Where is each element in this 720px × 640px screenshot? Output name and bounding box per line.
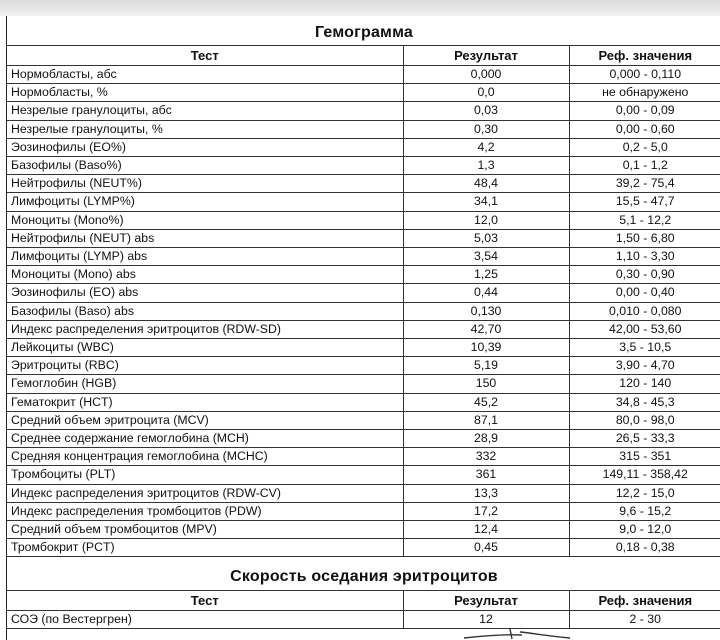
reference-range-cell: 3,5 - 10,5 — [569, 339, 720, 357]
result-cell: 5,19 — [403, 357, 569, 375]
result-cell: 0,130 — [403, 302, 569, 320]
hemogram-title: Гемограмма — [314, 24, 414, 41]
result-cell: 12,4 — [403, 521, 569, 539]
esr-table — [7, 590, 720, 629]
result-cell: 0,44 — [403, 284, 569, 302]
esr-title: Скорость оседания эритроцитов — [230, 568, 498, 585]
reference-range-cell: не обнаружено — [569, 84, 720, 102]
test-name-cell: Тромбоциты (PLT) — [7, 466, 403, 484]
column-header-test: Тест — [7, 46, 403, 66]
table-row — [7, 430, 720, 448]
test-name-cell: Моноциты (Mono%) — [7, 211, 403, 229]
table-row — [7, 175, 720, 193]
reference-range-cell: 0,00 - 0,60 — [569, 120, 720, 138]
result-cell: 28,9 — [403, 430, 569, 448]
test-name-cell: Лимфоциты (LYMP%) — [7, 193, 403, 211]
table-row — [7, 84, 720, 102]
table-row — [7, 138, 720, 156]
table-row — [7, 539, 720, 557]
test-name-cell: Средний объем тромбоцитов (MPV) — [7, 521, 403, 539]
reference-range-cell: 9,6 - 15,2 — [569, 502, 720, 520]
reference-range-cell: 0,1 - 1,2 — [569, 157, 720, 175]
test-name-cell: Базофилы (Baso) abs — [7, 302, 403, 320]
esr-rows — [7, 611, 720, 629]
page-top-edge — [0, 0, 720, 16]
table-row — [7, 266, 720, 284]
test-name-cell: Гематокрит (HCT) — [7, 393, 403, 411]
table-row — [7, 411, 720, 429]
result-cell: 4,2 — [403, 138, 569, 156]
result-cell: 0,03 — [403, 102, 569, 120]
column-header-test: Тест — [7, 591, 403, 611]
test-name-cell: Лейкоциты (WBC) — [7, 339, 403, 357]
table-row — [7, 193, 720, 211]
test-name-cell: Индекс распределения тромбоцитов (PDW) — [7, 502, 403, 520]
table-row — [7, 375, 720, 393]
test-name-cell: Эозинофилы (EO) abs — [7, 284, 403, 302]
table-row — [7, 66, 720, 84]
reference-range-cell: 34,8 - 45,3 — [569, 393, 720, 411]
pen-mark-scribble — [462, 626, 572, 640]
reference-range-cell: 12,2 - 15,0 — [569, 484, 720, 502]
reference-range-cell: 0,2 - 5,0 — [569, 138, 720, 156]
column-header-ref: Реф. значения — [569, 591, 720, 611]
reference-range-cell: 39,2 - 75,4 — [569, 175, 720, 193]
reference-range-cell: 9,0 - 12,0 — [569, 521, 720, 539]
test-name-cell: Нормобласты, абс — [7, 66, 403, 84]
reference-range-cell: 5,1 - 12,2 — [569, 211, 720, 229]
test-name-cell: Нормобласты, % — [7, 84, 403, 102]
result-cell: 0,45 — [403, 539, 569, 557]
table-row — [7, 120, 720, 138]
test-name-cell: Незрелые гранулоциты, % — [7, 120, 403, 138]
table-row — [7, 393, 720, 411]
reference-range-cell: 0,30 - 0,90 — [569, 266, 720, 284]
table-row — [7, 302, 720, 320]
test-name-cell: Нейтрофилы (NEUT%) — [7, 175, 403, 193]
reference-range-cell: 0,000 - 0,110 — [569, 66, 720, 84]
result-cell: 3,54 — [403, 248, 569, 266]
result-cell: 87,1 — [403, 411, 569, 429]
reference-range-cell: 315 - 351 — [569, 448, 720, 466]
column-header-result: Результат — [403, 46, 569, 66]
result-cell: 1,25 — [403, 266, 569, 284]
test-name-cell: Базофилы (Baso%) — [7, 157, 403, 175]
test-name-cell: Среднее содержание гемоглобина (MCH) — [7, 430, 403, 448]
test-name-cell: Средний объем эритроцита (MCV) — [7, 411, 403, 429]
esr-header-row — [7, 591, 720, 611]
table-row — [7, 211, 720, 229]
reference-range-cell: 15,5 - 47,7 — [569, 193, 720, 211]
table-row — [7, 229, 720, 247]
table-row — [7, 466, 720, 484]
table-row — [7, 339, 720, 357]
result-cell: 1,3 — [403, 157, 569, 175]
result-cell: 13,3 — [403, 484, 569, 502]
reference-range-cell: 3,90 - 4,70 — [569, 357, 720, 375]
reference-range-cell: 120 - 140 — [569, 375, 720, 393]
reference-range-cell: 0,00 - 0,09 — [569, 102, 720, 120]
table-row — [7, 448, 720, 466]
test-name-cell: Индекс распределения эритроцитов (RDW-SD) — [7, 320, 403, 338]
test-name-cell: Нейтрофилы (NEUT) abs — [7, 229, 403, 247]
result-cell: 0,30 — [403, 120, 569, 138]
result-cell: 45,2 — [403, 393, 569, 411]
column-header-ref: Реф. значения — [569, 46, 720, 66]
reference-range-cell: 80,0 - 98,0 — [569, 411, 720, 429]
table-row — [7, 502, 720, 520]
test-name-cell: Моноциты (Mono) abs — [7, 266, 403, 284]
result-cell: 5,03 — [403, 229, 569, 247]
test-name-cell: Индекс распределения эритроцитов (RDW-CV) — [7, 484, 403, 502]
test-name-cell: Средняя концентрация гемоглобина (MCHC) — [7, 448, 403, 466]
test-name-cell: Эритроциты (RBC) — [7, 357, 403, 375]
hemogram-rows — [7, 66, 720, 557]
result-cell: 48,4 — [403, 175, 569, 193]
result-cell: 12 — [403, 611, 569, 629]
table-row — [7, 248, 720, 266]
table-row — [7, 102, 720, 120]
result-cell: 12,0 — [403, 211, 569, 229]
hemogram-table — [7, 45, 720, 557]
hemogram-header-row — [7, 46, 720, 66]
table-row — [7, 320, 720, 338]
test-name-cell: СОЭ (по Вестергрен) — [7, 611, 403, 629]
reference-range-cell: 2 - 30 — [569, 611, 720, 629]
result-cell: 10,39 — [403, 339, 569, 357]
result-cell: 150 — [403, 375, 569, 393]
reference-range-cell: 0,18 - 0,38 — [569, 539, 720, 557]
result-cell: 0,0 — [403, 84, 569, 102]
reference-range-cell: 42,00 - 53,60 — [569, 320, 720, 338]
table-row — [7, 611, 720, 629]
reference-range-cell: 1,10 - 3,30 — [569, 248, 720, 266]
table-row — [7, 157, 720, 175]
table-row — [7, 484, 720, 502]
table-row — [7, 521, 720, 539]
reference-range-cell: 26,5 - 33,3 — [569, 430, 720, 448]
result-cell: 34,1 — [403, 193, 569, 211]
test-name-cell: Лимфоциты (LYMP) abs — [7, 248, 403, 266]
table-row — [7, 357, 720, 375]
result-cell: 42,70 — [403, 320, 569, 338]
test-name-cell: Незрелые гранулоциты, абс — [7, 102, 403, 120]
result-cell: 0,000 — [403, 66, 569, 84]
column-header-result: Результат — [403, 591, 569, 611]
lab-report-sheet — [6, 16, 720, 640]
reference-range-cell: 149,11 - 358,42 — [569, 466, 720, 484]
reference-range-cell: 1,50 - 6,80 — [569, 229, 720, 247]
test-name-cell: Тромбокрит (PCT) — [7, 539, 403, 557]
result-cell: 361 — [403, 466, 569, 484]
test-name-cell: Гемоглобин (HGB) — [7, 375, 403, 393]
reference-range-cell: 0,00 - 0,40 — [569, 284, 720, 302]
result-cell: 332 — [403, 448, 569, 466]
result-cell: 17,2 — [403, 502, 569, 520]
test-name-cell: Эозинофилы (EO%) — [7, 138, 403, 156]
table-row — [7, 284, 720, 302]
reference-range-cell: 0,010 - 0,080 — [569, 302, 720, 320]
